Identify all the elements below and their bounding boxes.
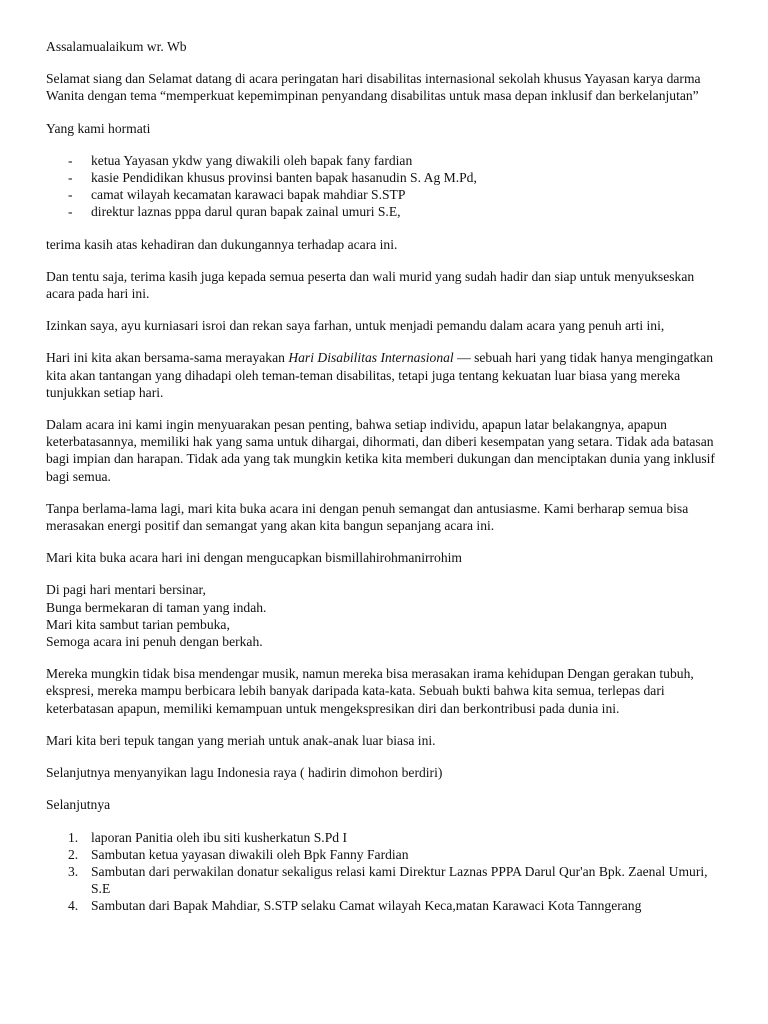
celebrate-text-end: — sebuah hari yang tidak hanya mengingatkan kita akan tantangan yang dihadapi oleh teman-teman disabilitas, tetapi juga tentang kekuatan luar biasa yang mereka tunjukkan setiap hari. [46, 350, 714, 400]
music-paragraph: Mereka mungkin tidak bisa mendengar musik, namun mereka bisa merasakan irama kehidupan Dengan gerakan tubuh, ekspresi, mereka mampu berbicara lebih banyak daripada kata-kata. Sebuah bukti bahwa kita semua, terlepas dari keterbatasan apapun, memiliki kemampuan untuk mengekspresikan diri dan berkontribusi pada dunia ini. [46, 666, 694, 716]
honored-guests-list [46, 152, 726, 221]
poem-line: Mari kita sambut tarian pembuka, [46, 616, 230, 632]
list-item [46, 846, 726, 863]
poem-line: Di pagi hari mentari bersinar, [46, 582, 206, 598]
list-number: 2. [68, 846, 79, 862]
list-item: - ketua Yayasan ykdw yang diwakili oleh bapak fany fardian [46, 152, 726, 169]
bismillah-paragraph: Mari kita buka acara hari ini dengan mengucapkan bismillahirohmanirrohim [46, 550, 462, 566]
anthem-paragraph: Selanjutnya menyanyikan lagu Indonesia raya ( hadirin dimohon berdiri) [46, 765, 443, 781]
thanks-participants-paragraph: Dan tentu saja, terima kasih juga kepada semua peserta dan wali murid yang sudah hadir dan siap untuk menyukseskan acara pada hari ini. [46, 268, 695, 302]
event-name: Hari Disabilitas Internasional [288, 350, 454, 366]
list-item-text: laporan Panitia oleh ibu siti kusherkatun S.Pd I [91, 829, 347, 845]
intro-paragraph: Selamat siang dan Selamat datang di acara peringatan hari disabilitas internasional sekolah khusus Yayasan karya darma Wanita dengan tema “memperkuat kepemimpinan penyandang disabilitas untuk masa depan inklusif dan berkelanjutan” [46, 71, 701, 104]
list-item [46, 897, 726, 914]
list-item [46, 829, 726, 846]
poem-line: Semoga acara ini penuh dengan berkah. [46, 634, 263, 650]
greeting: Assalamualaikum wr. Wb [46, 39, 187, 54]
list-item-text: Sambutan dari Bapak Mahdiar, S.STP selaku Camat wilayah Keca,matan Karawaci Kota Tanngerang [91, 898, 642, 914]
opening-spirit-paragraph: Tanpa berlama-lama lagi, mari kita buka acara ini dengan penuh semangat dan antusiasme. Kami berharap semua bisa merasakan energi positif dan semangat yang akan kita bangun sepanjang acara ini. [46, 500, 689, 534]
poem-line: Bunga bermekaran di taman yang indah. [46, 599, 267, 615]
thanks-paragraph: terima kasih atas kehadiran dan dukungannya terhadap acara ini. [46, 236, 398, 252]
next-heading: Selanjutnya [46, 797, 111, 813]
poem [46, 581, 726, 650]
list-number: 1. [68, 829, 79, 845]
celebrate-paragraph [46, 349, 726, 401]
applause-paragraph: Mari kita beri tepuk tangan yang meriah untuk anak-anak luar biasa ini. [46, 732, 436, 748]
document-page [46, 38, 726, 915]
list-item: - direktur laznas pppa darul quran bapak zainal umuri S.E, [46, 203, 726, 220]
agenda-list [46, 829, 726, 915]
message-paragraph: Dalam acara ini kami ingin menyuarakan pesan penting, bahwa setiap individu, apapun latar belakangnya, apapun keterbatasannya, memiliki hak yang sama untuk dihargai, dihormati, dan diberi kesempatan yang setara. Tidak ada batasan bagi impian dan harapan. Tidak ada yang tak mungkin ketika kita memberi dukungan dan menciptakan dunia yang inklusif bagi semua. [46, 417, 715, 484]
list-item-text: Sambutan dari perwakilan donatur sekaligus relasi kami Direktur Laznas PPPA Darul Qur'an Bpk. Zaenal Umuri, S.E [91, 863, 708, 897]
list-number: 3. [68, 863, 79, 879]
list-item: - camat wilayah kecamatan karawaci bapak mahdiar S.STP [46, 186, 726, 203]
celebrate-text-start: Hari ini kita akan bersama-sama merayakan [46, 350, 289, 366]
hosts-paragraph: Izinkan saya, ayu kurniasari isroi dan rekan saya farhan, untuk menjadi pemandu dalam acara yang penuh arti ini, [46, 318, 665, 334]
list-number: 4. [68, 898, 79, 914]
honored-heading: Yang kami hormati [46, 120, 151, 136]
list-item: - kasie Pendidikan khusus provinsi banten bapak hasanudin S. Ag M.Pd, [46, 169, 726, 186]
list-item-text: Sambutan ketua yayasan diwakili oleh Bpk Fanny Fardian [91, 846, 409, 862]
list-item [46, 863, 726, 897]
